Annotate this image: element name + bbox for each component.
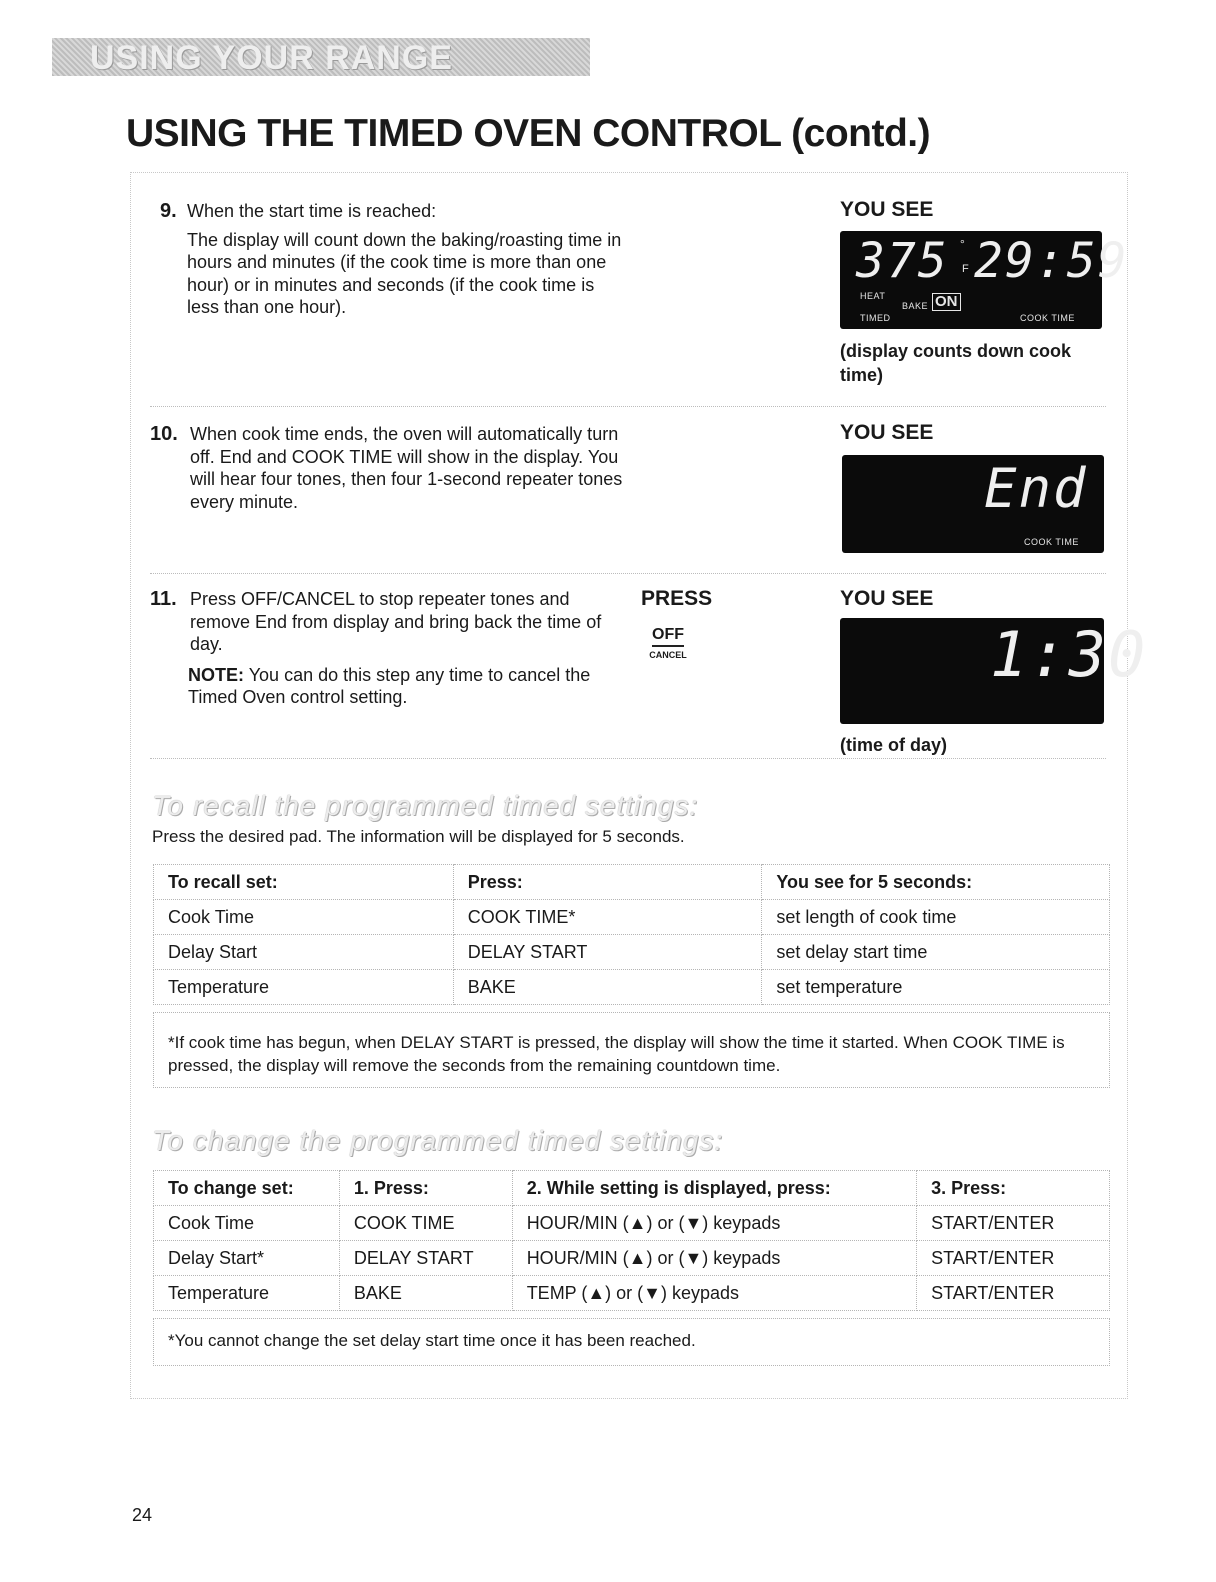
column-header: 1. Press: — [339, 1171, 512, 1206]
note-label: NOTE: — [188, 664, 244, 685]
page-number: 24 — [132, 1505, 153, 1525]
step-number: 11. — [150, 588, 177, 610]
table-cell: Delay Start* — [154, 1241, 340, 1276]
recall-table — [153, 864, 1110, 1005]
display-caption: (time of day) — [840, 735, 948, 755]
column-header: You see for 5 seconds: — [762, 865, 1110, 900]
table-cell: START/ENTER — [917, 1241, 1110, 1276]
recall-intro: Press the desired pad. The information will be displayed for 5 seconds. — [152, 827, 685, 846]
cook-time-indicator: COOK TIME — [1020, 313, 1075, 323]
change-footnote: *You cannot change the set delay start time once it has been reached. — [153, 1318, 1110, 1366]
table-cell: HOUR/MIN (▲) or (▼) keypads — [512, 1241, 916, 1276]
table-cell: Cook Time — [154, 900, 454, 935]
table-cell: set delay start time — [762, 935, 1110, 970]
table-cell: set length of cook time — [762, 900, 1110, 935]
step-9 — [160, 200, 630, 319]
recall-section-heading: To recall the programmed timed settings: — [152, 790, 699, 821]
step-note — [188, 664, 618, 709]
column-header: To recall set: — [154, 865, 454, 900]
column-header: Press: — [453, 865, 762, 900]
table-row — [154, 1206, 1110, 1241]
divider — [150, 758, 1106, 759]
change-section-heading: To change the programmed timed settings: — [152, 1125, 724, 1156]
recall-footnote: *If cook time has begun, when DELAY START is pressed, the display will show the time it started. When COOK TIME is pressed, the display will remove the seconds from the remaining countdown time. — [153, 1012, 1110, 1088]
step-11 — [150, 588, 630, 709]
table-row — [154, 1241, 1110, 1276]
note-text: You can do this step any time to cancel the Timed Oven control setting. — [188, 664, 591, 707]
table-row — [154, 970, 1110, 1005]
table-cell: COOK TIME — [339, 1206, 512, 1241]
display-temperature: 375 — [856, 233, 949, 289]
timed-indicator: TIMED — [860, 313, 891, 323]
section-banner-text: USING YOUR RANGE — [90, 39, 453, 76]
table-cell: Cook Time — [154, 1206, 340, 1241]
display-clock-time: 1:30 — [990, 618, 1148, 691]
step-body: The display will count down the baking/roasting time in hours and minutes (if the cook time is more than one hour) or in minutes and seconds (if the cook time is less than one hour). — [187, 229, 622, 317]
heat-indicator: HEAT — [860, 291, 886, 301]
degree-symbol: ° — [960, 237, 966, 251]
table-header-row — [154, 865, 1110, 900]
you-see-label: YOU SEE — [840, 421, 934, 444]
table-header-row — [154, 1171, 1110, 1206]
step-number: 9. — [160, 200, 177, 222]
table-row — [154, 935, 1110, 970]
step-10 — [150, 423, 630, 513]
divider — [150, 573, 1106, 574]
step-heading: When the start time is reached: — [187, 201, 437, 221]
table-cell: START/ENTER — [917, 1276, 1110, 1311]
change-table — [153, 1170, 1110, 1311]
table-cell: COOK TIME* — [453, 900, 762, 935]
table-row — [154, 900, 1110, 935]
display-end-text: End — [984, 457, 1088, 520]
on-indicator: ON — [932, 293, 961, 311]
you-see-label: YOU SEE — [840, 587, 934, 610]
step-body: When cook time ends, the oven will automatically turn off. End and COOK TIME will show in the display. You will hear four tones, then four 1-second repeater tones every minute. — [190, 424, 623, 512]
table-cell: START/ENTER — [917, 1206, 1110, 1241]
cancel-key-label: CANCEL — [649, 650, 687, 660]
table-cell: BAKE — [339, 1276, 512, 1311]
table-cell: DELAY START — [453, 935, 762, 970]
table-cell: DELAY START — [339, 1241, 512, 1276]
oven-display-countdown — [840, 231, 1129, 329]
bake-indicator: BAKE — [902, 301, 929, 311]
cook-time-indicator: COOK TIME — [1024, 537, 1079, 547]
off-key-label: OFF — [652, 626, 684, 647]
oven-display-end — [842, 455, 1104, 553]
table-row — [154, 1276, 1110, 1311]
display-caption: (display counts down cook time) — [840, 341, 1072, 385]
table-cell: HOUR/MIN (▲) or (▼) keypads — [512, 1206, 916, 1241]
fahrenheit-unit: F — [962, 263, 970, 275]
step-body: Press OFF/CANCEL to stop repeater tones and remove End from display and bring back the time of day. — [190, 589, 602, 654]
divider — [150, 406, 1106, 407]
table-cell: TEMP (▲) or (▼) keypads — [512, 1276, 916, 1311]
oven-display-time-of-day — [840, 618, 1148, 724]
table-cell: set temperature — [762, 970, 1110, 1005]
table-cell: Temperature — [154, 1276, 340, 1311]
you-see-label: YOU SEE — [840, 198, 934, 221]
column-header: To change set: — [154, 1171, 340, 1206]
page-title: USING THE TIMED OVEN CONTROL (contd.) — [126, 112, 931, 155]
table-cell: Delay Start — [154, 935, 454, 970]
section-banner — [52, 38, 590, 76]
display-countdown-time: 29:59 — [974, 233, 1129, 289]
table-cell: BAKE — [453, 970, 762, 1005]
column-header: 3. Press: — [917, 1171, 1110, 1206]
press-label: PRESS — [641, 587, 713, 610]
off-cancel-key[interactable] — [648, 626, 688, 660]
table-cell: Temperature — [154, 970, 454, 1005]
column-header: 2. While setting is displayed, press: — [512, 1171, 916, 1206]
step-number: 10. — [150, 423, 178, 445]
